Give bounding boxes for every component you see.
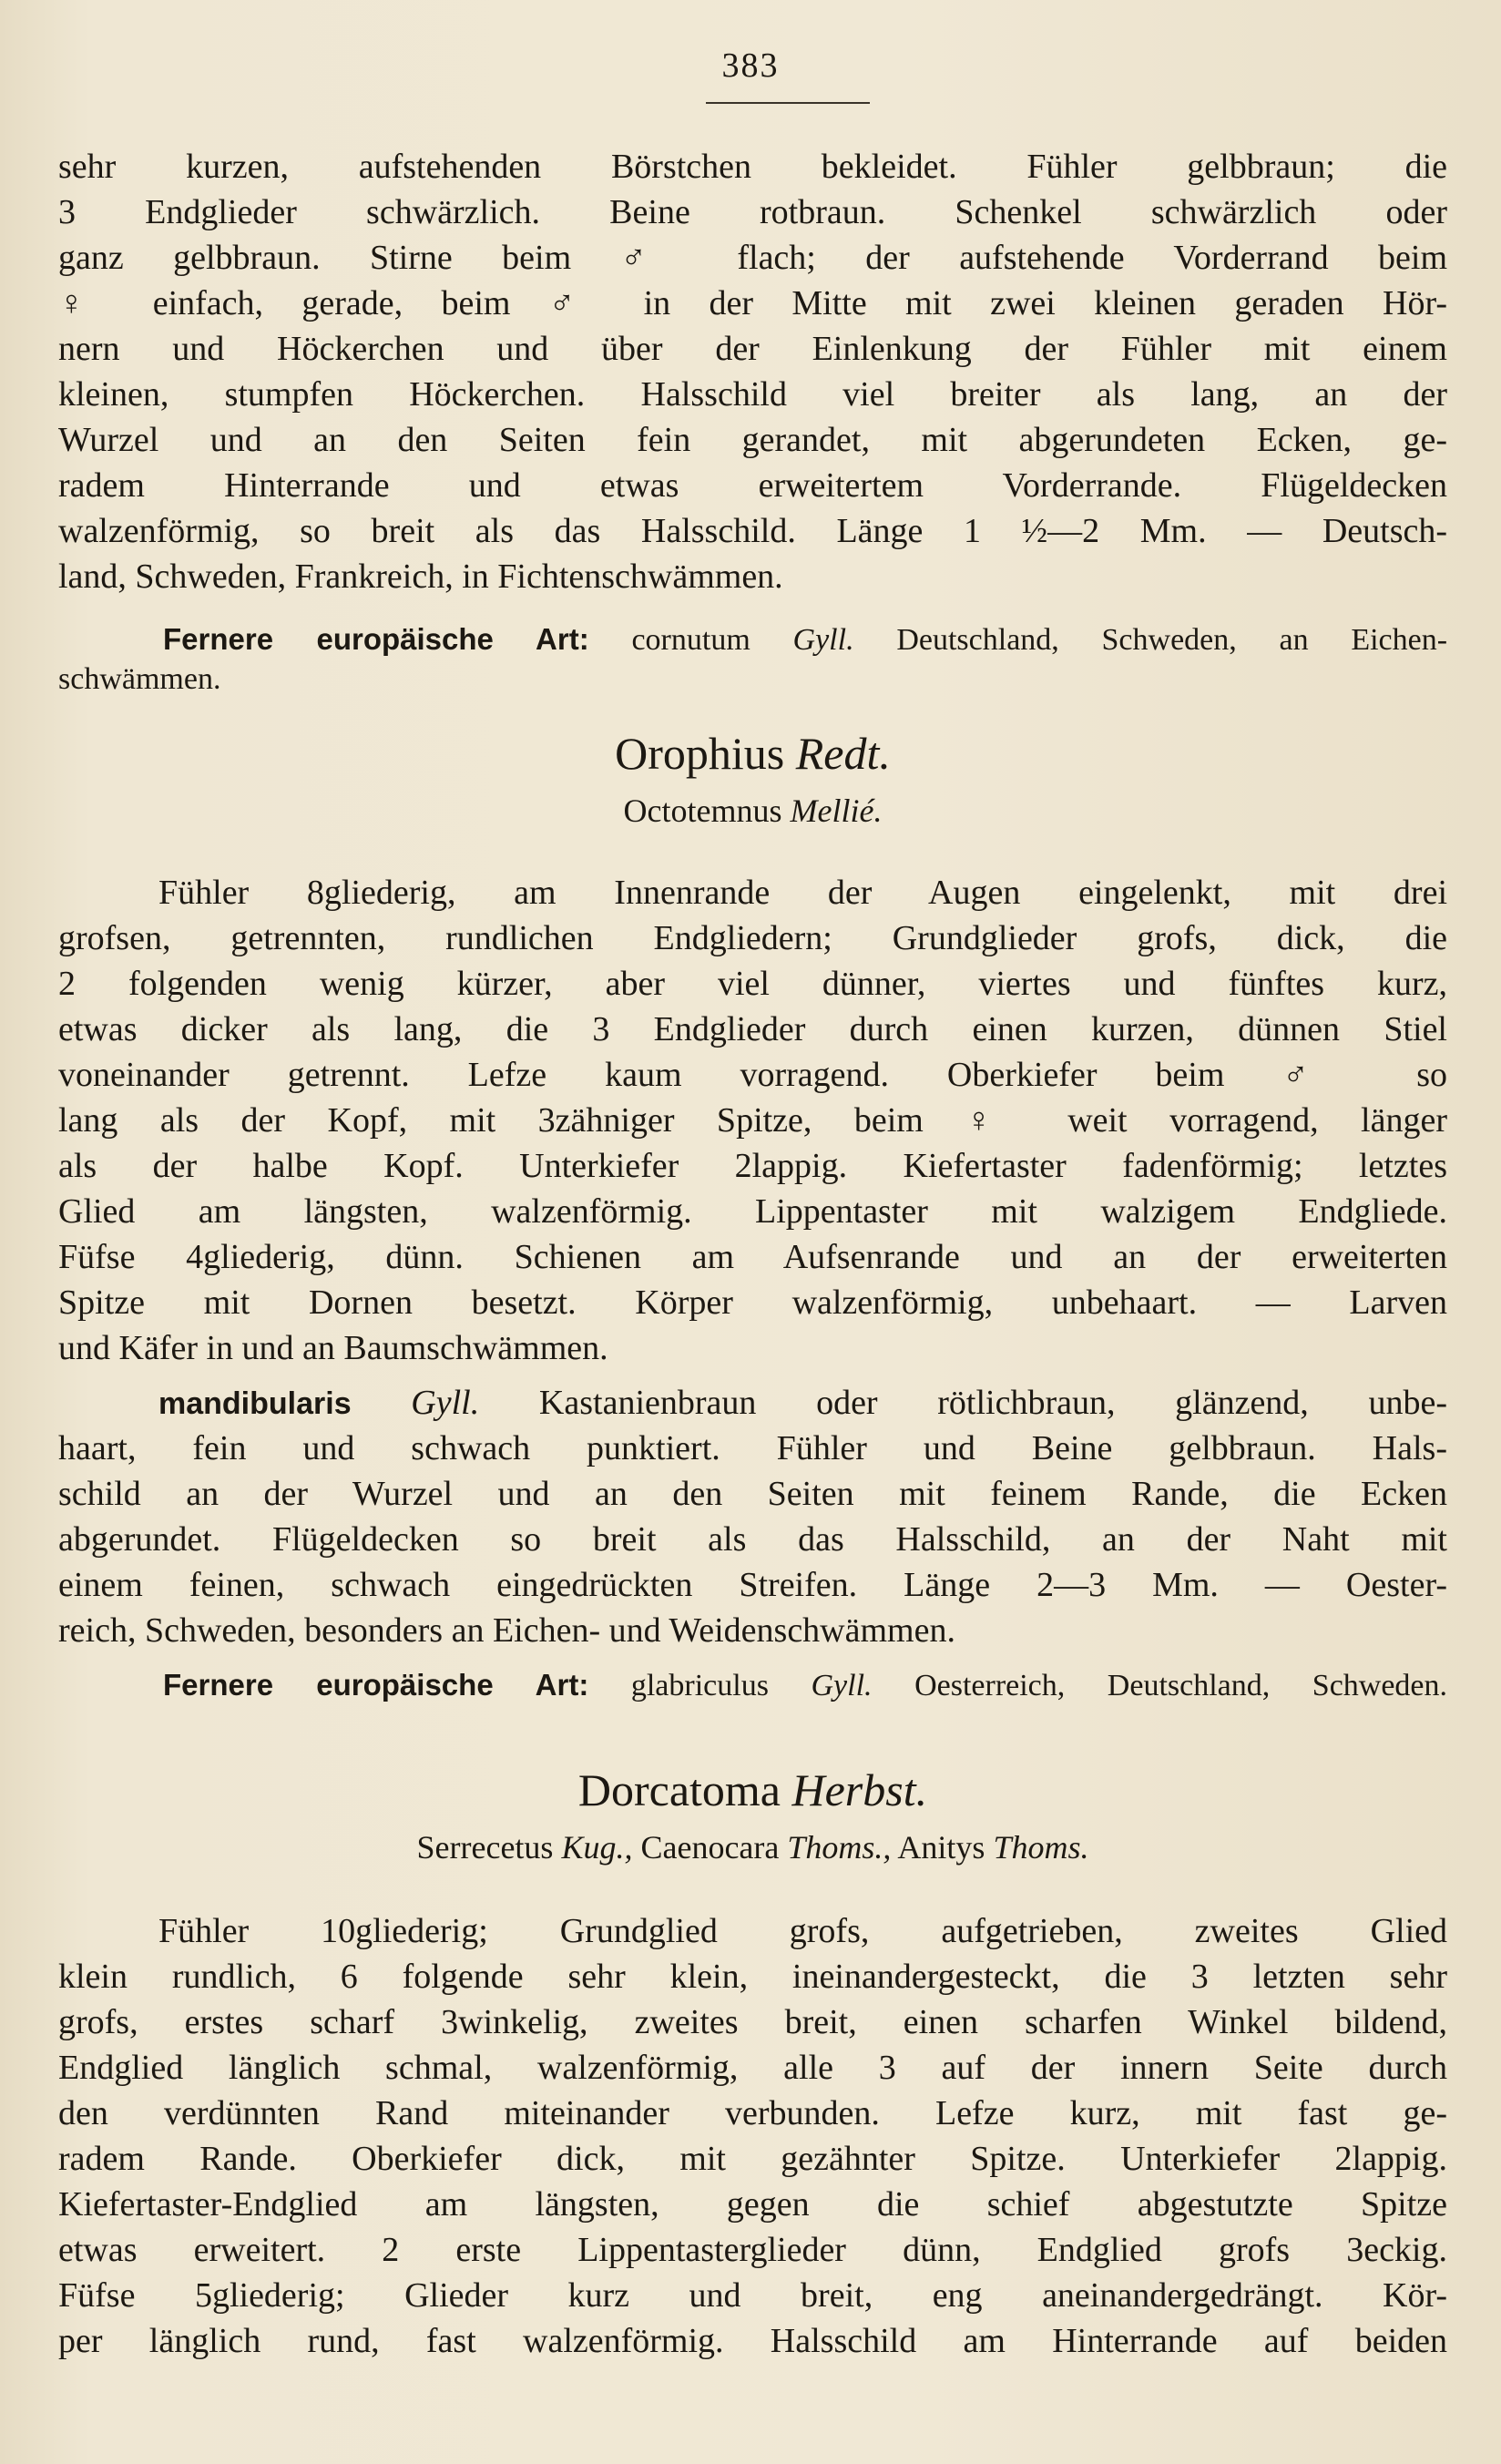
- note-line: [58, 1665, 1447, 1705]
- genus-name: Dorcatoma: [577, 1764, 781, 1815]
- genus-author: Herbst.: [791, 1764, 928, 1815]
- text-line: Füfse 4gliederig, dünn. Schienen am Aufsenrande und an der erweiterten: [58, 1238, 1447, 1276]
- text-line: haart, fein und schwach punktiert. Fühler und Beine gelbbraun. Hals-: [58, 1429, 1447, 1467]
- text-line: reich, Schweden, besonders an Eichen- und Weidenschwämmen.: [58, 1611, 955, 1650]
- text-line: als der halbe Kopf. Unterkiefer 2lappig. Kiefertaster fadenförmig; letztes: [58, 1147, 1447, 1185]
- note-author: Gyll.: [811, 1669, 873, 1702]
- text-line: Spitze mit Dornen besetzt. Körper walzenförmig, unbehaart. — Larven: [58, 1283, 1447, 1322]
- text-line: land, Schweden, Frankreich, in Fichtenschwämmen.: [58, 557, 783, 596]
- genus-title: [58, 721, 1447, 785]
- text-line: lang als der Kopf, mit 3zähniger Spitze, beim ♀ weit vorragend, länger: [58, 1101, 1447, 1140]
- note-line: [58, 619, 1447, 659]
- text-line: sehr kurzen, aufstehenden Börstchen bekleidet. Fühler gelbbraun; die: [58, 148, 1447, 186]
- text-line: Fühler 10gliederig; Grundglied grofs, aufgetrieben, zweites Glied: [158, 1912, 1447, 1950]
- synonym-author: Mellié.: [790, 792, 883, 829]
- note-label: Fernere europäische Art:: [163, 1668, 589, 1702]
- species-author: Gyll.: [411, 1384, 480, 1422]
- note-line: schwämmen.: [58, 662, 221, 696]
- text-line: ♀ einfach, gerade, beim ♂ in der Mitte mit zwei kleinen geraden Hör-: [58, 284, 1447, 322]
- page-number-rule: [706, 102, 870, 104]
- text-line: Wurzel und an den Seiten fein gerandet, mit abgerundeten Ecken, ge-: [58, 421, 1447, 459]
- genus-author: Redt.: [795, 728, 891, 779]
- synonym-name: Serrecetus: [416, 1829, 554, 1866]
- text-line: abgerundet. Flügeldecken so breit als das Halsschild, an der Naht mit: [58, 1520, 1447, 1559]
- genus-title: [58, 1758, 1447, 1822]
- synonym-author: Kug.,: [561, 1829, 633, 1866]
- text-line: kleinen, stumpfen Höckerchen. Halsschild viel breiter als lang, an der: [58, 375, 1447, 414]
- paragraph-continuation: [58, 144, 1447, 599]
- text-line: 2 folgenden wenig kürzer, aber viel dünner, viertes und fünftes kurz,: [58, 965, 1447, 1003]
- species-text: Kastanienbraun oder rötlichbraun, glänzend, unbe-: [538, 1384, 1448, 1422]
- text-line: einem feinen, schwach eingedrückten Streifen. Länge 2—3 Mm. — Oester-: [58, 1566, 1447, 1604]
- text-line: nern und Höckerchen und über der Einlenkung der Fühler mit einem: [58, 330, 1447, 368]
- genus-description-orophius: [58, 870, 1447, 1371]
- genus-name: Orophius: [615, 728, 785, 779]
- note-species: cornutum: [631, 623, 750, 657]
- text-line: klein rundlich, 6 folgende sehr klein, ineinandergesteckt, die 3 letzten sehr: [58, 1958, 1447, 1996]
- synonym-author: Thoms.: [993, 1829, 1089, 1866]
- text-line: [58, 1380, 1447, 1426]
- text-line: und Käfer in und an Baumschwämmen.: [58, 1329, 608, 1367]
- text-line: ganz gelbbraun. Stirne beim ♂ flach; der aufstehende Vorderrand beim: [58, 239, 1447, 277]
- text-line: per länglich rund, fast walzenförmig. Halsschild am Hinterrande auf beiden: [58, 2322, 1447, 2360]
- text-line: Endglied länglich schmal, walzenförmig, alle 3 auf der innern Seite durch: [58, 2049, 1447, 2087]
- text-line: radem Rande. Oberkiefer dick, mit gezähnter Spitze. Unterkiefer 2lappig.: [58, 2140, 1447, 2178]
- species-entry-mandibularis: [58, 1380, 1447, 1653]
- genus-synonym: [58, 785, 1447, 836]
- note-author: Gyll.: [792, 623, 854, 657]
- species-name: mandibularis: [158, 1386, 352, 1421]
- genus-heading-dorcatoma: [58, 1758, 1447, 1873]
- text-line: etwas erweitert. 2 erste Lippentasterglieder dünn, Endglied grofs 3eckig.: [58, 2231, 1447, 2269]
- text-line: Füfse 5gliederig; Glieder kurz und breit, eng aneinandergedrängt. Kör-: [58, 2276, 1447, 2315]
- text-line: den verdünnten Rand miteinander verbunden. Lefze kurz, mit fast ge-: [58, 2094, 1447, 2132]
- note-species: glabriculus: [630, 1669, 769, 1702]
- synonym-author: Thoms.,: [787, 1829, 892, 1866]
- page-number: 383: [721, 46, 780, 85]
- note-text: Oesterreich, Deutschland, Schweden.: [914, 1669, 1448, 1702]
- text-line: walzenförmig, so breit als das Halsschild. Länge 1 ½—2 Mm. — Deutsch-: [58, 512, 1447, 550]
- text-line: radem Hinterrande und etwas erweitertem Vorderrande. Flügeldecken: [58, 466, 1447, 505]
- further-species-note: [58, 619, 1447, 700]
- text-line: 3 Endglieder schwärzlich. Beine rotbraun. Schenkel schwärzlich oder: [58, 193, 1447, 231]
- text-line: etwas dicker als lang, die 3 Endglieder durch einen kurzen, dünnen Stiel: [58, 1010, 1447, 1048]
- note-text: Deutschland, Schweden, an Eichen-: [896, 623, 1448, 657]
- text-line: voneinander getrennt. Lefze kaum vorragend. Oberkiefer beim ♂ so: [58, 1056, 1447, 1094]
- synonym-name: Octotemnus: [623, 792, 782, 829]
- synonym-name: Caenocara: [640, 1829, 780, 1866]
- text-line: grofsen, getrennten, rundlichen Endgliedern; Grundglieder grofs, dick, die: [58, 919, 1447, 957]
- text-line: schild an der Wurzel und an den Seiten mit feinem Rande, die Ecken: [58, 1475, 1447, 1513]
- text-line: Glied am längsten, walzenförmig. Lippentaster mit walzigem Endgliede.: [58, 1192, 1447, 1231]
- text-line: Kiefertaster-Endglied am längsten, gegen die schief abgestutzte Spitze: [58, 2185, 1447, 2224]
- synonym-name: Anitys: [897, 1829, 985, 1866]
- text-line: Fühler 8gliederig, am Innenrande der Augen eingelenkt, mit drei: [158, 874, 1447, 912]
- genus-description-dorcatoma: [58, 1908, 1447, 2364]
- genus-heading-orophius: [58, 721, 1447, 836]
- text-line: grofs, erstes scharf 3winkelig, zweites breit, einen scharfen Winkel bildend,: [58, 2003, 1447, 2041]
- further-species-note: [58, 1665, 1447, 1705]
- genus-synonyms: [58, 1822, 1447, 1873]
- note-label: Fernere europäische Art:: [163, 622, 589, 656]
